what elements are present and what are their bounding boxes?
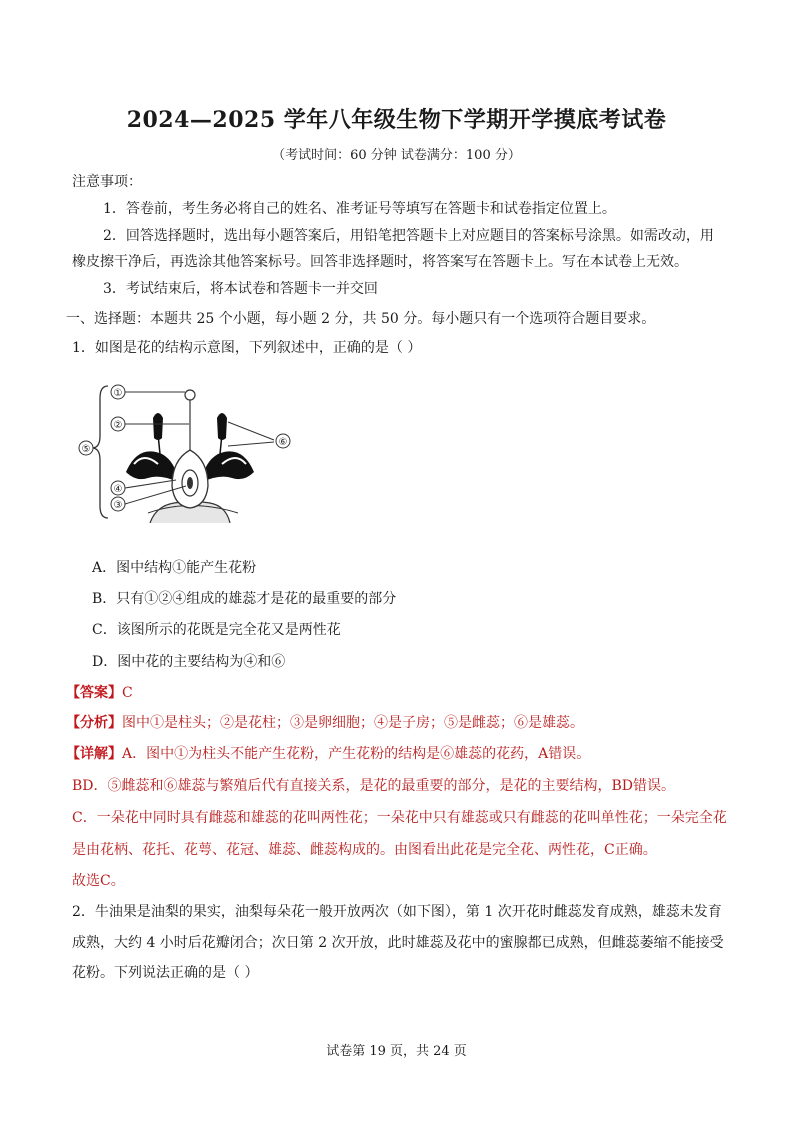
notice-item-3: 3．考试结束后，将本试卷和答题卡一并交回: [103, 281, 378, 297]
answer-value: C: [122, 685, 133, 701]
label-2: ②: [113, 420, 123, 431]
label-3: ③: [113, 500, 123, 511]
q1-detail-line-2: BD．⑤雌蕊和⑥雄蕊与繁殖后代有直接关系，是花的最重要的部分，是花的主要结构，BD错误。: [72, 778, 676, 794]
analysis-text: 图中①是柱头；②是花柱；③是卵细胞；④是子房；⑤是雌蕊；⑥是雄蕊。: [122, 715, 584, 731]
detail-tag: 【详解】: [66, 746, 122, 762]
q1-detail-line-1: [66, 744, 590, 764]
detail-text-1: A．图中①为柱头不能产生花粉，产生花粉的结构是⑥雄蕊的花药，A错误。: [122, 746, 591, 762]
analysis-tag: 【分析】: [66, 715, 122, 731]
q2-line-1: 2．牛油果是油梨的果实，油梨每朵花一般开放两次（如下图），第 1 次开花时雌蕊发育成熟，雄蕊未发育: [72, 904, 722, 920]
q1-detail-line-3a: C．一朵花中同时具有雌蕊和雄蕊的花叫两性花；一朵花中只有雄蕊或只有雌蕊的花叫单性花；一朵完全花: [72, 810, 727, 826]
q1-stem: 1．如图是花的结构示意图，下列叙述中，正确的是（ ）: [72, 340, 422, 356]
flower-structure-diagram: [78, 378, 303, 523]
label-4: ④: [113, 484, 123, 495]
q1-answer-line: [66, 683, 133, 703]
q2-line-3: 花粉。下列说法正确的是（ ）: [72, 965, 259, 981]
q1-option-a: A．图中结构①能产生花粉: [92, 560, 257, 576]
q1-conclusion: 故选C。: [72, 873, 125, 889]
notice-item-2a: 2．回答选择题时，选出每小题答案后，用铅笔把答题卡上对应题目的答案标号涂黑。如需改动，用: [103, 228, 714, 244]
notice-item-2b: 橡皮擦干净后，再选涂其他答案标号。回答非选择题时，将答案写在答题卡上。写在本试卷上无效。: [72, 254, 688, 270]
q1-option-c: C．该图所示的花既是完全花又是两性花: [92, 622, 341, 638]
q1-analysis-line: [66, 713, 584, 733]
q1-option-b: B．只有①②④组成的雄蕊才是花的最重要的部分: [92, 591, 397, 607]
label-6: ⑥: [278, 437, 288, 448]
label-5: ⑤: [81, 444, 91, 455]
notice-heading: 注意事项：: [72, 174, 142, 190]
exam-subtitle: （考试时间：60 分钟 试卷满分：100 分）: [272, 148, 521, 163]
answer-tag: 【答案】: [66, 685, 122, 701]
q2-line-2: 成熟，大约 4 小时后花瓣闭合；次日第 2 次开放，此时雄蕊及花中的蜜腺都已成熟，但雌蕊萎缩不能接受: [72, 935, 724, 951]
notice-item-1: 1．答卷前，考生务必将自己的姓名、准考证号等填写在答题卡和试卷指定位置上。: [103, 201, 616, 217]
q1-detail-line-3b: 是由花柄、花托、花萼、花冠、雄蕊、雌蕊构成的。由图看出此花是完全花、两性花，C正确。: [72, 842, 657, 858]
label-1: ①: [113, 388, 123, 399]
exam-title: 2024—2025 学年八年级生物下学期开学摸底考试卷: [126, 107, 667, 133]
q1-option-d: D．图中花的主要结构为④和⑥: [92, 654, 286, 670]
page-footer: 试卷第 19 页，共 24 页: [326, 1044, 467, 1059]
section-heading: 一、选择题：本题共 25 个小题，每小题 2 分，共 50 分。每小题只有一个选项符合题目要求。: [66, 311, 656, 327]
